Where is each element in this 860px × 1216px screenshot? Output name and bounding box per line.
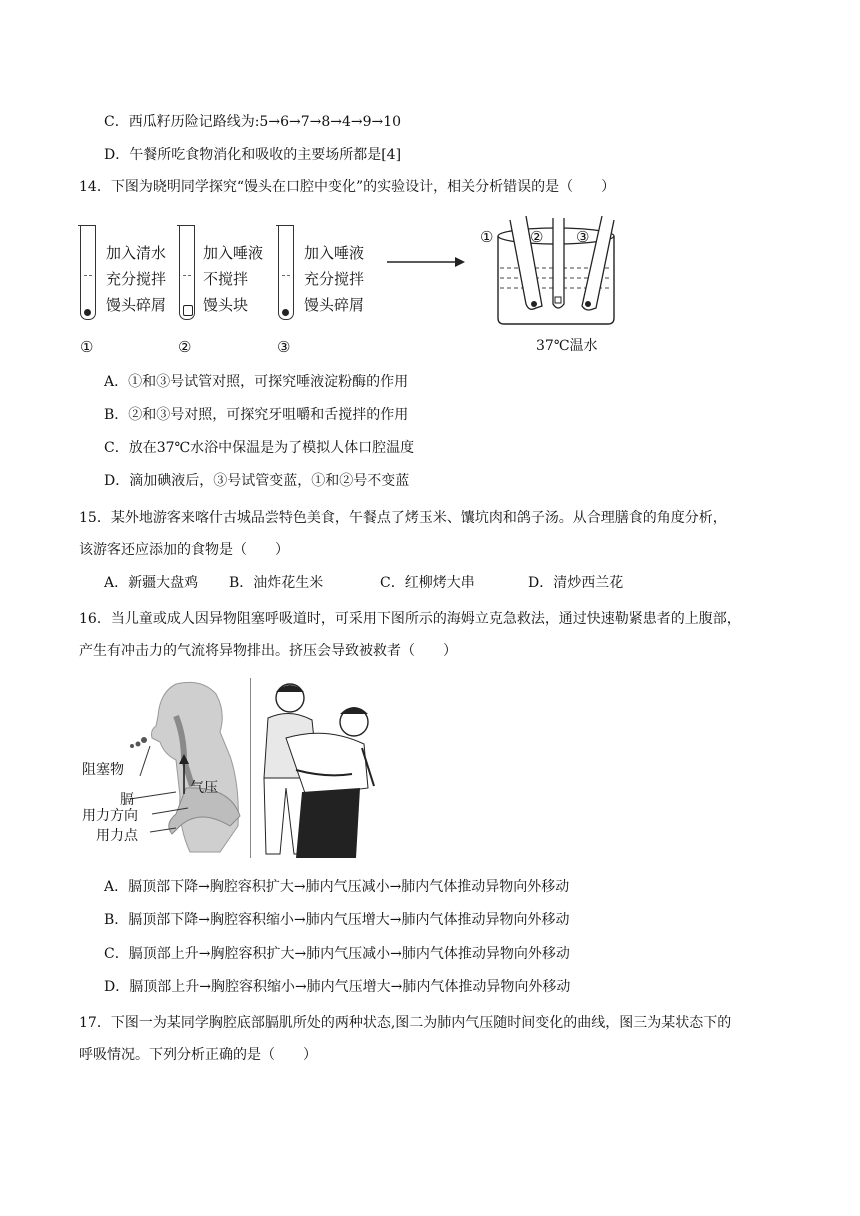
label-force-direction: 用力方向 [82,808,138,824]
q16-option-a: A．膈顶部下降→胸腔容积扩大→肺内气压减小→肺内气体推动异物向外移动 [104,879,570,895]
q16-option-d: D．膈顶部上升→胸腔容积缩小→肺内气压增大→肺内气体推动异物向外移动 [104,979,571,995]
q15-stem-line2: 该游客还应添加的食物是（ ） [79,542,289,558]
q16-stem-line2: 产生有冲击力的气流将异物排出。挤压会导致被救者（ ） [79,643,457,659]
tube1-label: 加入清水 充分搅拌 馒头碎屑 [106,244,167,314]
tube3-number: ③ [277,338,291,356]
q15-option-a: A．新疆大盘鸡 [104,575,199,591]
arrow-right-icon [385,255,467,269]
label-air-pressure: 气压 [190,780,218,796]
test-tube-3 [278,225,294,320]
label-force-point: 用力点 [96,828,138,844]
q16-stem-line1: 16．当儿童或成人因异物阻塞呼吸道时，可采用下图所示的海姆立克急救法，通过快速勒紧患者的上腹部， [79,611,741,627]
water-temp-label: 37℃温水 [536,338,598,354]
q15-stem-line1: 15．某外地游客来喀什古城品尝特色美食，午餐点了烤玉米、馕坑肉和鸽子汤。从合理膳食的角度分析， [79,510,727,526]
label-obstruction: 阻塞物 [82,762,124,778]
q17-stem-line1: 17．下图一为某同学胸腔底部膈肌所处的两种状态,图二为肺内气压随时间变化的曲线，图三为某状态下的 [79,1015,732,1031]
q14-option-a: A．①和③号试管对照，可探究唾液淀粉酶的作用 [104,374,409,390]
tube3-label: 加入唾液 充分搅拌 馒头碎屑 [304,244,365,314]
beaker-label-2: ② [530,228,544,246]
test-tube-2 [179,225,195,320]
q15-option-c: C．红柳烤大串 [380,575,475,591]
q14-option-c: C．放在37℃水浴中保温是为了模拟人体口腔温度 [104,440,415,456]
heimlich-rescue-illustration [256,678,388,860]
tube1-number: ① [80,338,94,356]
tube2-label: 加入唾液 不搅拌 馒头块 [203,244,264,314]
test-tube-1 [80,225,96,320]
tube2-number: ② [178,338,192,356]
figure-divider [250,678,251,858]
q13-option-c: C．西瓜籽历险记路线为:5→6→7→8→4→9→10 [104,114,402,130]
beaker-label-1: ① [480,228,494,246]
q14-stem: 14．下图为晓明同学探究“馒头在口腔中变化”的实验设计，相关分析错误的是（ ） [79,179,616,195]
q14-option-b: B．②和③号对照，可探究牙咀嚼和舌搅拌的作用 [104,407,409,423]
label-diaphragm: 膈 [120,792,134,808]
water-bath-beaker [476,196,634,336]
q15-option-b: B．油炸花生米 [229,575,324,591]
q13-option-d: D．午餐所吃食物消化和吸收的主要场所都是[4] [104,147,402,163]
q16-option-c: C．膈顶部上升→胸腔容积扩大→肺内气压减小→肺内气体推动异物向外移动 [104,946,570,962]
beaker-label-3: ③ [576,228,590,246]
q14-option-d: D．滴加碘液后，③号试管变蓝，①和②号不变蓝 [104,473,410,489]
q16-option-b: B．膈顶部下降→胸腔容积缩小→肺内气压增大→肺内气体推动异物向外移动 [104,912,570,928]
q17-stem-line2: 呼吸情况。下列分析正确的是（ ） [79,1047,317,1063]
q15-option-d: D．清炒西兰花 [528,575,624,591]
